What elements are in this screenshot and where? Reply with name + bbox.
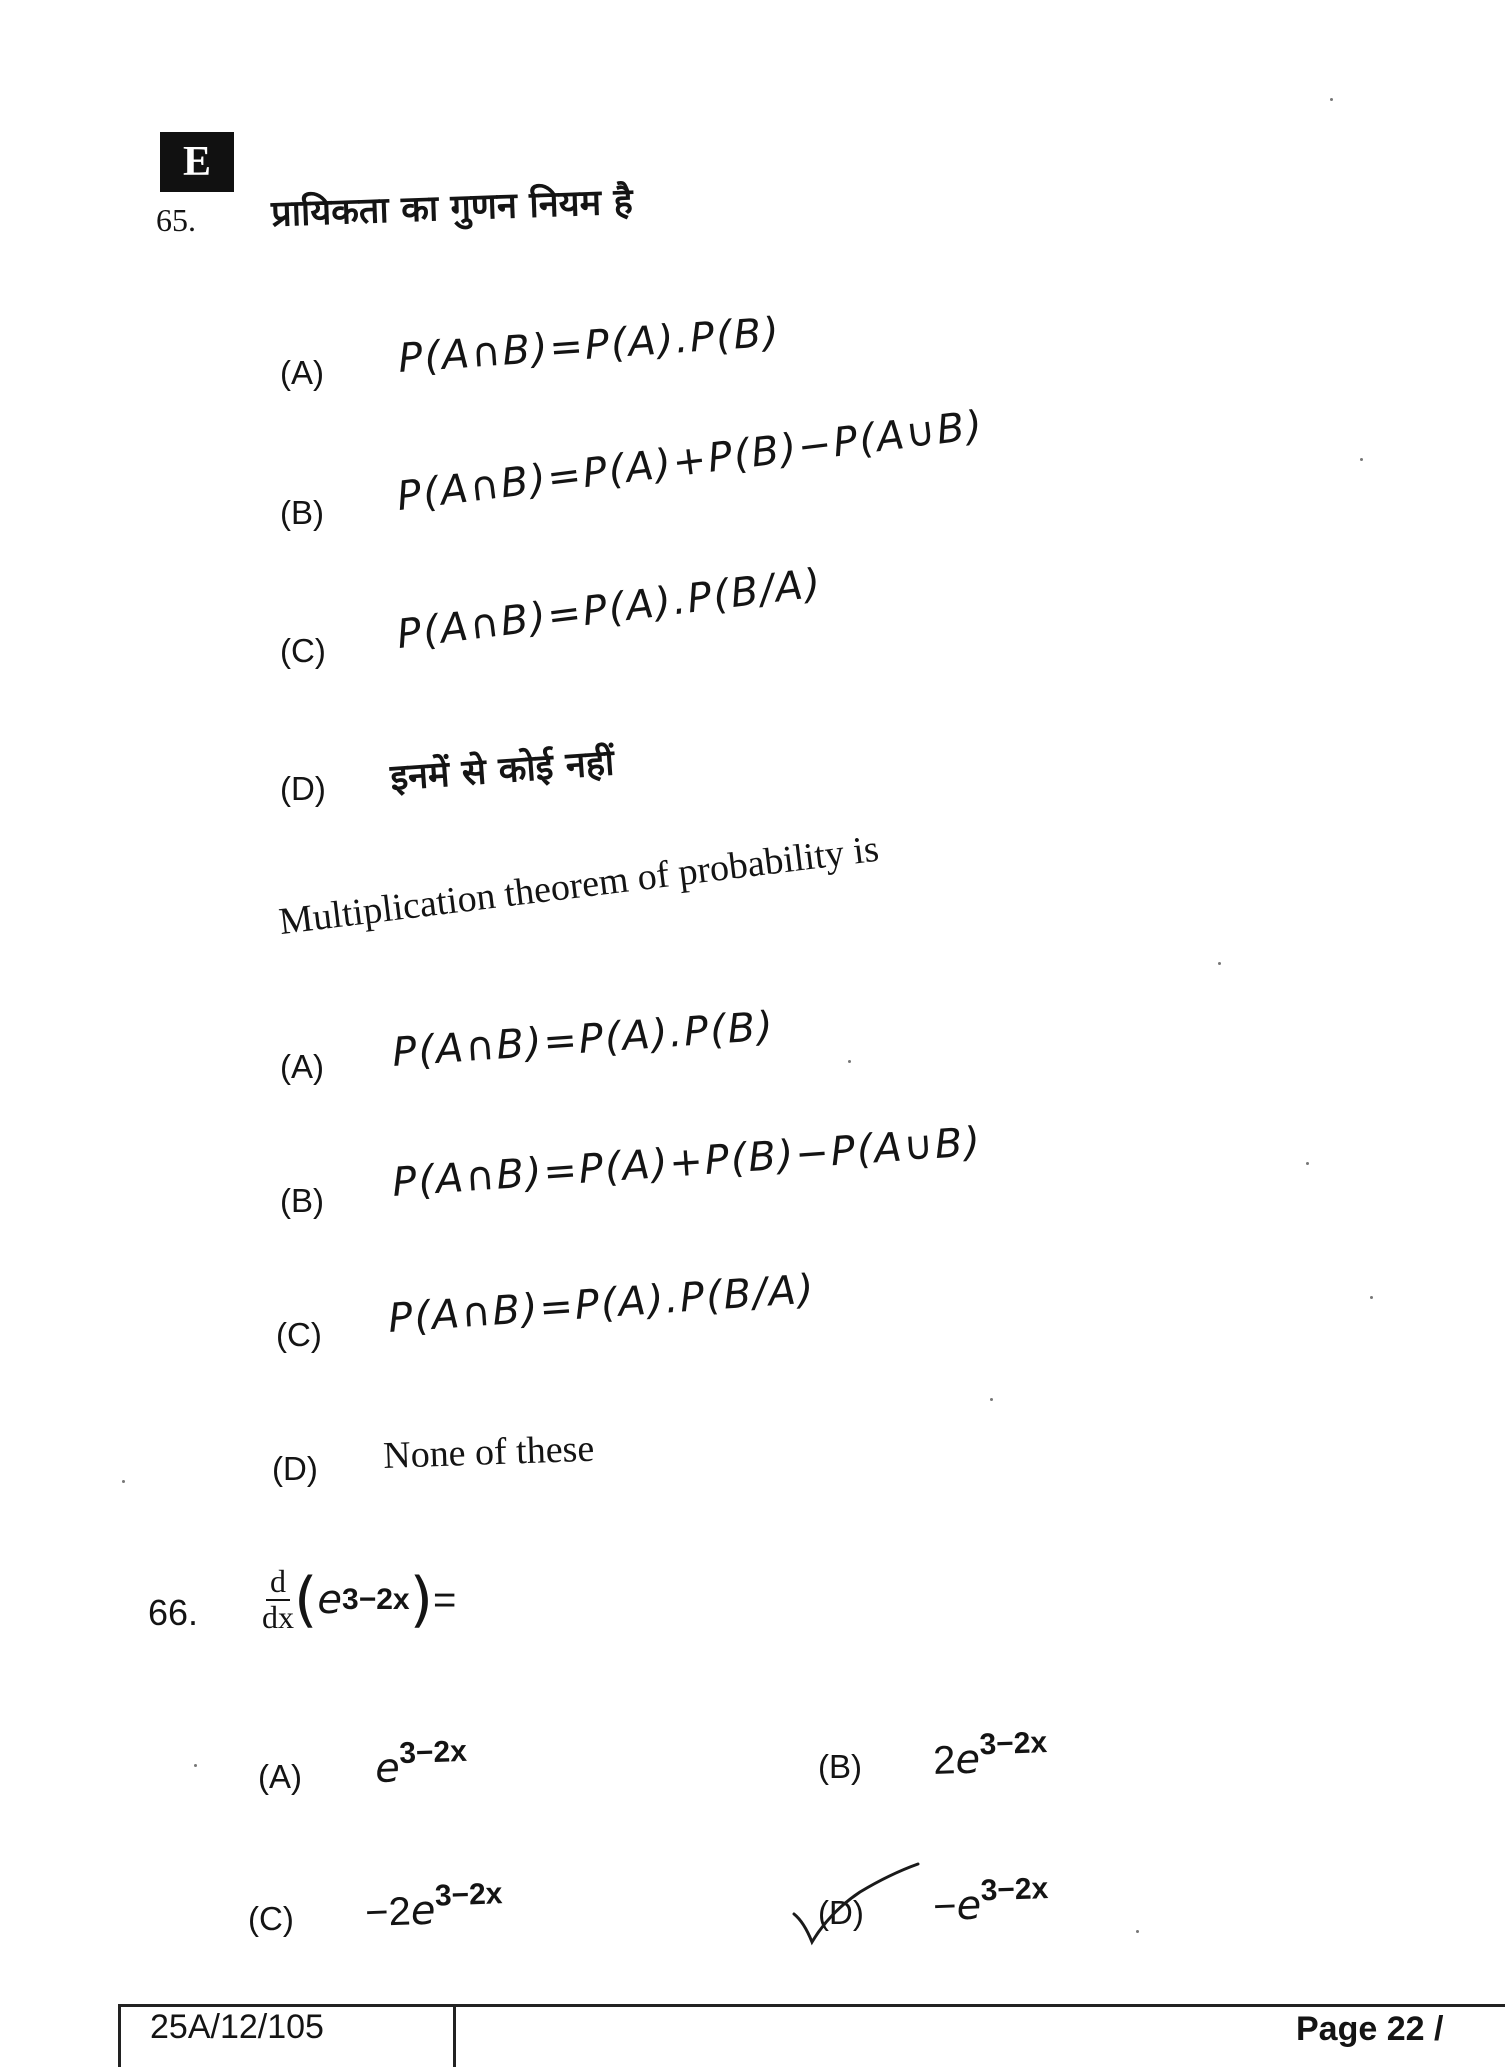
option-base: e — [954, 1736, 981, 1784]
option-coefficient: − — [932, 1884, 958, 1930]
fraction-numerator: d — [266, 1565, 290, 1601]
left-paren: ( — [294, 1565, 318, 1635]
set-badge: E — [160, 132, 234, 192]
option-label: (B) — [280, 1182, 324, 1219]
option-label: (C) — [280, 632, 326, 669]
option-expression — [932, 1726, 1048, 1784]
option-text: P(A∩B)=P(A).P(B/A) — [394, 560, 825, 658]
fraction-denominator: dx — [262, 1599, 294, 1635]
option-text: P(A∩B)=P(A).P(B/A) — [386, 1266, 817, 1342]
option-base: e — [374, 1745, 401, 1792]
option-coefficient: 2 — [932, 1738, 957, 1784]
option-expression — [932, 1872, 1049, 1930]
footer-rule — [450, 2004, 1505, 2007]
question-number: 66. — [148, 1592, 199, 1633]
right-paren: ) — [409, 1565, 434, 1635]
option-text: P(A∩B)=P(A)+P(B)−P(A∪B) — [390, 1118, 984, 1206]
checkmark-icon — [790, 1862, 930, 1952]
option-label: (D) — [272, 1450, 318, 1487]
expression-base: e — [317, 1577, 343, 1623]
option-label: (A) — [258, 1758, 302, 1795]
option-label: (C) — [276, 1316, 322, 1353]
option-exponent: 3−2x — [398, 1734, 468, 1771]
option-exponent: 3−2x — [980, 1872, 1049, 1908]
option-expression — [374, 1735, 468, 1792]
booklet-code: 25A/12/105 — [150, 2008, 324, 2046]
option-coefficient: −2 — [364, 1889, 412, 1936]
question-number: 65. — [156, 202, 196, 238]
option-exponent: 3−2x — [978, 1726, 1048, 1762]
question-text-english: Multiplication theorem of probability is — [276, 827, 882, 944]
question-text-hindi: प्रायिकता का गुणन नियम है — [270, 181, 634, 236]
option-label: (D) — [818, 1894, 864, 1931]
option-exponent: 3−2x — [434, 1877, 503, 1913]
option-base: e — [955, 1882, 982, 1930]
option-expression — [364, 1877, 504, 1936]
question-expression — [262, 1565, 456, 1635]
option-label: (B) — [280, 494, 324, 531]
option-label: (A) — [280, 354, 324, 391]
option-base: e — [409, 1887, 437, 1935]
option-text: P(A∩B)=P(A).P(B) — [396, 309, 783, 382]
option-text: None of these — [382, 1427, 595, 1478]
page-number: Page 22 / — [1296, 2010, 1444, 2048]
option-text: P(A∩B)=P(A).P(B) — [390, 1003, 777, 1076]
option-label: (C) — [248, 1900, 294, 1937]
derivative-fraction — [262, 1565, 294, 1634]
option-text: इनमें से कोई नहीं — [389, 742, 616, 800]
expression-exponent: 3−2x — [342, 1583, 410, 1616]
option-text: P(A∩B)=P(A)+P(B)−P(A∪B) — [394, 402, 987, 520]
option-label: (B) — [818, 1748, 862, 1785]
equals-sign: = — [433, 1577, 457, 1622]
option-label: (A) — [280, 1048, 324, 1085]
option-label: (D) — [280, 770, 326, 807]
